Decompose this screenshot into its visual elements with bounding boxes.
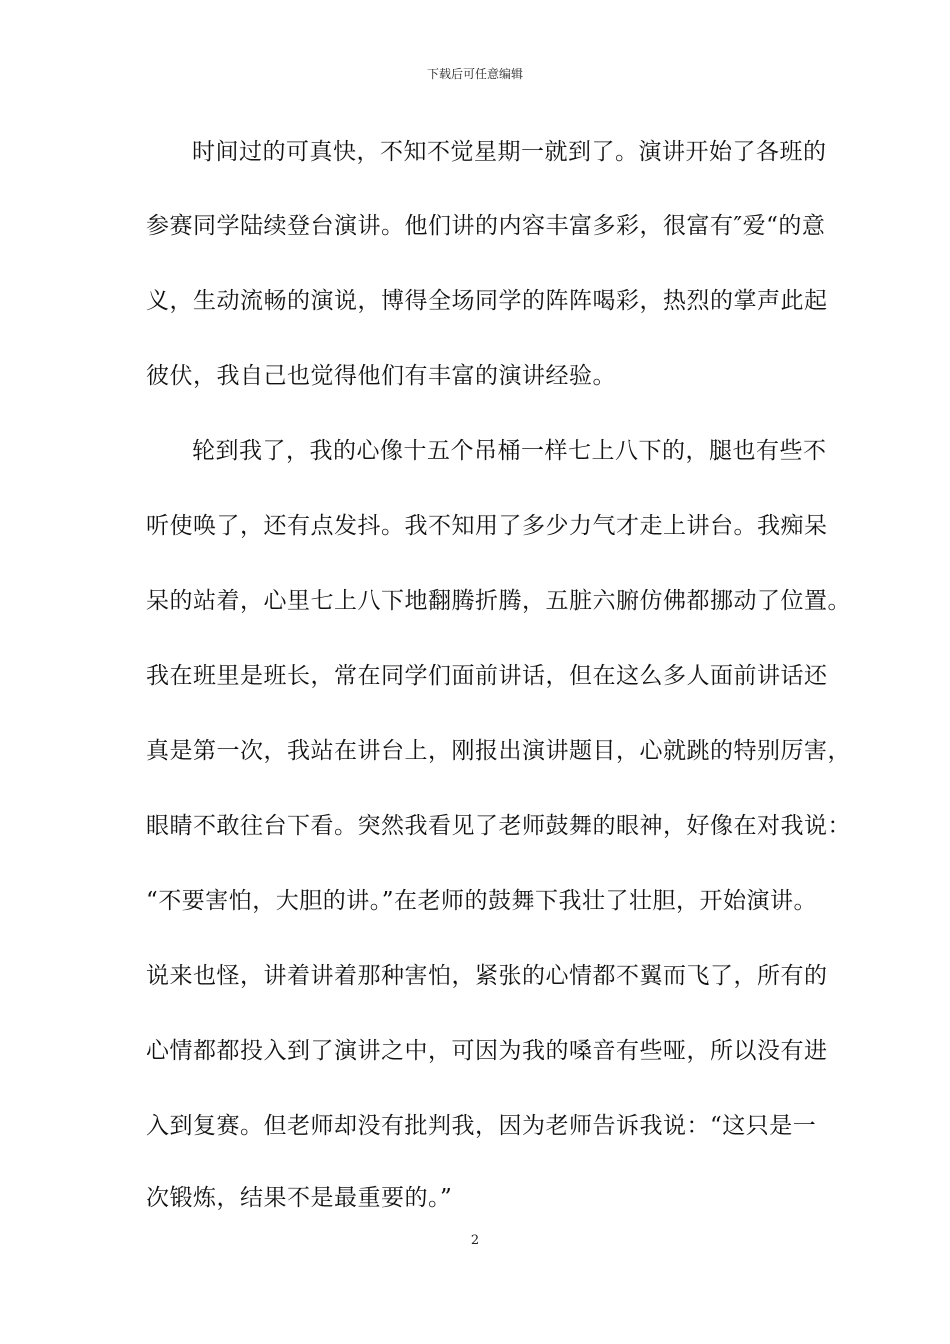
paragraph-1-line-1: 时间过的可真快，不知不觉星期一就到了。演讲开始了各班的: [192, 139, 827, 165]
paragraph-1-line-3: 义，生动流畅的演说，博得全场同学的阵阵喝彩，热烈的掌声此起: [146, 288, 828, 314]
paragraph-1-line-4: 彼伏，我自己也觉得他们有丰富的演讲经验。: [146, 363, 616, 389]
paragraph-2-line-4: 我在班里是班长，常在同学们面前讲话，但在这么多人面前讲话还: [146, 663, 828, 689]
paragraph-1-line-2: 参赛同学陆续登台演讲。他们讲的内容丰富多彩，很富有″爱“的意: [146, 213, 826, 239]
paragraph-2-line-5: 真是第一次，我站在讲台上，刚报出演讲题目，心就跳的特别厉害，: [146, 738, 851, 764]
paragraph-2-line-1: 轮到我了，我的心像十五个吊桶一样七上八下的，腿也有些不: [192, 438, 827, 464]
paragraph-2-line-7: “不要害怕，大胆的讲。”在老师的鼓舞下我壮了壮胆，开始演讲。: [146, 888, 818, 914]
paragraph-2-line-9: 心情都都投入到了演讲之中，可因为我的嗓音有些哑，所以没有进: [146, 1038, 828, 1064]
paragraph-2-line-10: 入到复赛。但老师却没有批判我，因为老师告诉我说：“这只是一: [146, 1113, 817, 1139]
paragraph-2-line-11: 次锻炼，结果不是最重要的。”: [146, 1185, 453, 1211]
paragraph-2-line-3: 呆的站着，心里七上八下地翻腾折腾，五脏六腑仿佛都挪动了位置。: [146, 588, 851, 614]
paragraph-2-line-6: 眼睛不敢往台下看。突然我看见了老师鼓舞的眼神，好像在对我说：: [146, 813, 851, 839]
paragraph-2-line-8: 说来也怪，讲着讲着那种害怕，紧张的心情都不翼而飞了，所有的: [146, 963, 828, 989]
page-header: 下载后可任意编辑: [426, 67, 523, 81]
page-number: 2: [470, 1233, 480, 1248]
paragraph-2-line-2: 听使唤了，还有点发抖。我不知用了多少力气才走上讲台。我痴呆: [146, 513, 828, 539]
